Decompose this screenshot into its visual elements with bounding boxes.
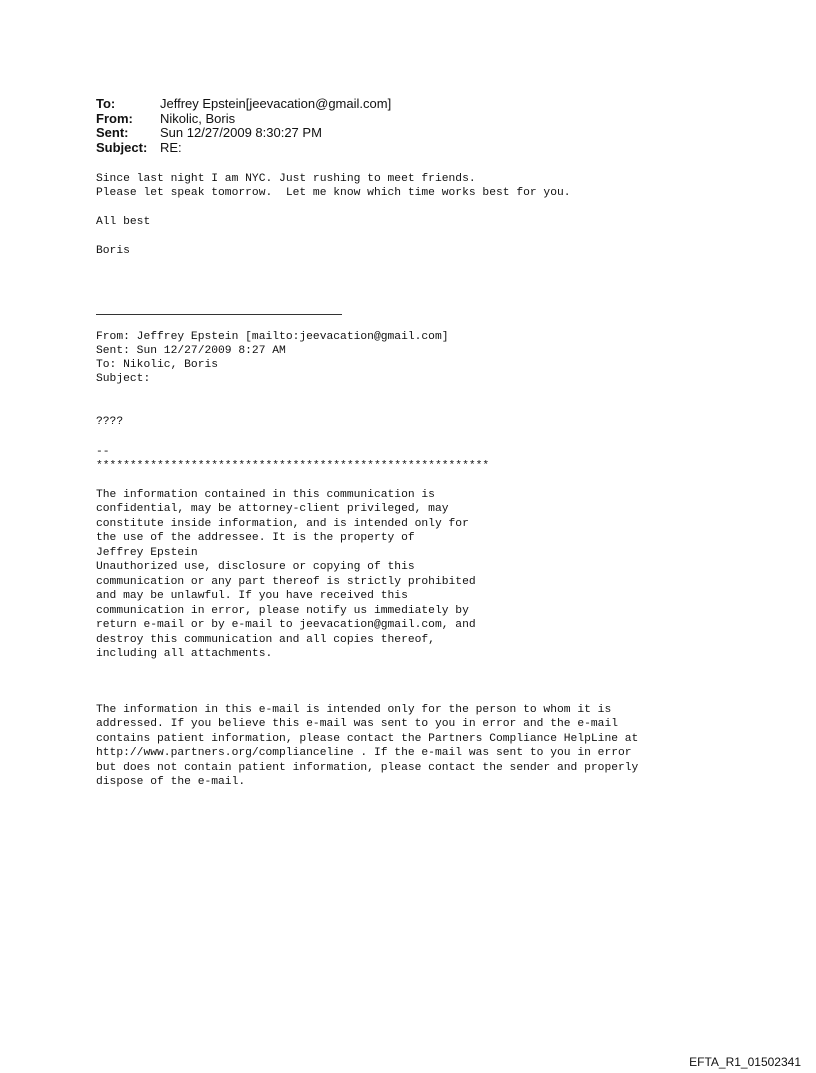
signature-dashes: -- [96, 446, 110, 458]
header-sent-row [96, 126, 391, 141]
header-subject-row [96, 141, 391, 156]
subject-value: RE: [160, 139, 182, 155]
email-header [96, 97, 391, 155]
disclaimer1-line: return e-mail or by e-mail to jeevacation@gmail.com, and [96, 619, 476, 631]
disclaimer1-line: constitute inside information, and is intended only for [96, 517, 469, 530]
disclaimer2-line: The information in this e-mail is intended only for the person to whom it is [96, 703, 612, 716]
to-label: To: [96, 96, 116, 111]
body-line-2: Please let speak tomorrow. Let me know which time works best for you. [96, 187, 571, 199]
header-from-row [96, 112, 391, 127]
disclaimer1-line: and may be unlawful. If you have received this [96, 590, 408, 602]
from-value: Nikolic, Boris [160, 110, 236, 126]
document-id: EFTA_R1_01502341 [689, 1055, 801, 1069]
disclaimer1-line: communication in error, please notify us immediately by [96, 604, 469, 617]
signature-stars: ********************************************************** [96, 460, 490, 472]
sent-label: Sent: [96, 125, 129, 140]
body-line-1: Since last night I am NYC. Just rushing to meet friends. [96, 173, 476, 185]
subject-label: Subject: [96, 139, 148, 155]
quoted-to-line: To: Nikolic, Boris [96, 359, 219, 371]
disclaimer1-line: communication or any part thereof is strictly prohibited [96, 575, 476, 588]
disclaimer1-line: Unauthorized use, disclosure or copying of this [96, 561, 415, 573]
disclaimer2-line: addressed. If you believe this e-mail was sent to you in error and the e-mail [96, 718, 619, 730]
header-to-row [96, 97, 391, 112]
disclaimer1-line: the use of the addressee. It is the property of [96, 532, 415, 544]
sent-value: Sun 12/27/2009 8:30:27 PM [160, 125, 322, 140]
to-value: Jeffrey Epstein[jeevacation@gmail.com] [160, 96, 392, 111]
quoted-from-line: From: Jeffrey Epstein [mailto:jeevacation@gmail.com] [96, 331, 449, 343]
disclaimer1-line: confidential, may be attorney-client privileged, may [96, 503, 449, 515]
quoted-body: ???? [96, 416, 124, 428]
body-closing: All best [96, 216, 151, 228]
disclaimer1-line: Jeffrey Epstein [96, 546, 198, 559]
from-label: From: [96, 110, 133, 126]
disclaimer1-line: The information contained in this communication is [96, 488, 435, 501]
disclaimer1-line: destroy this communication and all copies thereof, [96, 633, 435, 646]
disclaimer1-line: including all attachments. [96, 648, 273, 660]
disclaimer-block-2 [96, 688, 638, 804]
disclaimer2-line: http://www.partners.org/complianceline . If the e-mail was sent to you in error [96, 747, 632, 759]
quoted-sent-line: Sent: Sun 12/27/2009 8:27 AM [96, 345, 286, 357]
disclaimer2-line: dispose of the e-mail. [96, 776, 246, 788]
disclaimer2-line: contains patient information, please contact the Partners Compliance HelpLine at [96, 732, 639, 745]
body-signature: Boris [96, 245, 130, 257]
quoted-subject-line: Subject: [96, 373, 151, 385]
quote-separator-rule [96, 314, 342, 315]
disclaimer-block-1 [96, 473, 476, 676]
disclaimer2-line: but does not contain patient information, please contact the sender and properly [96, 761, 639, 774]
